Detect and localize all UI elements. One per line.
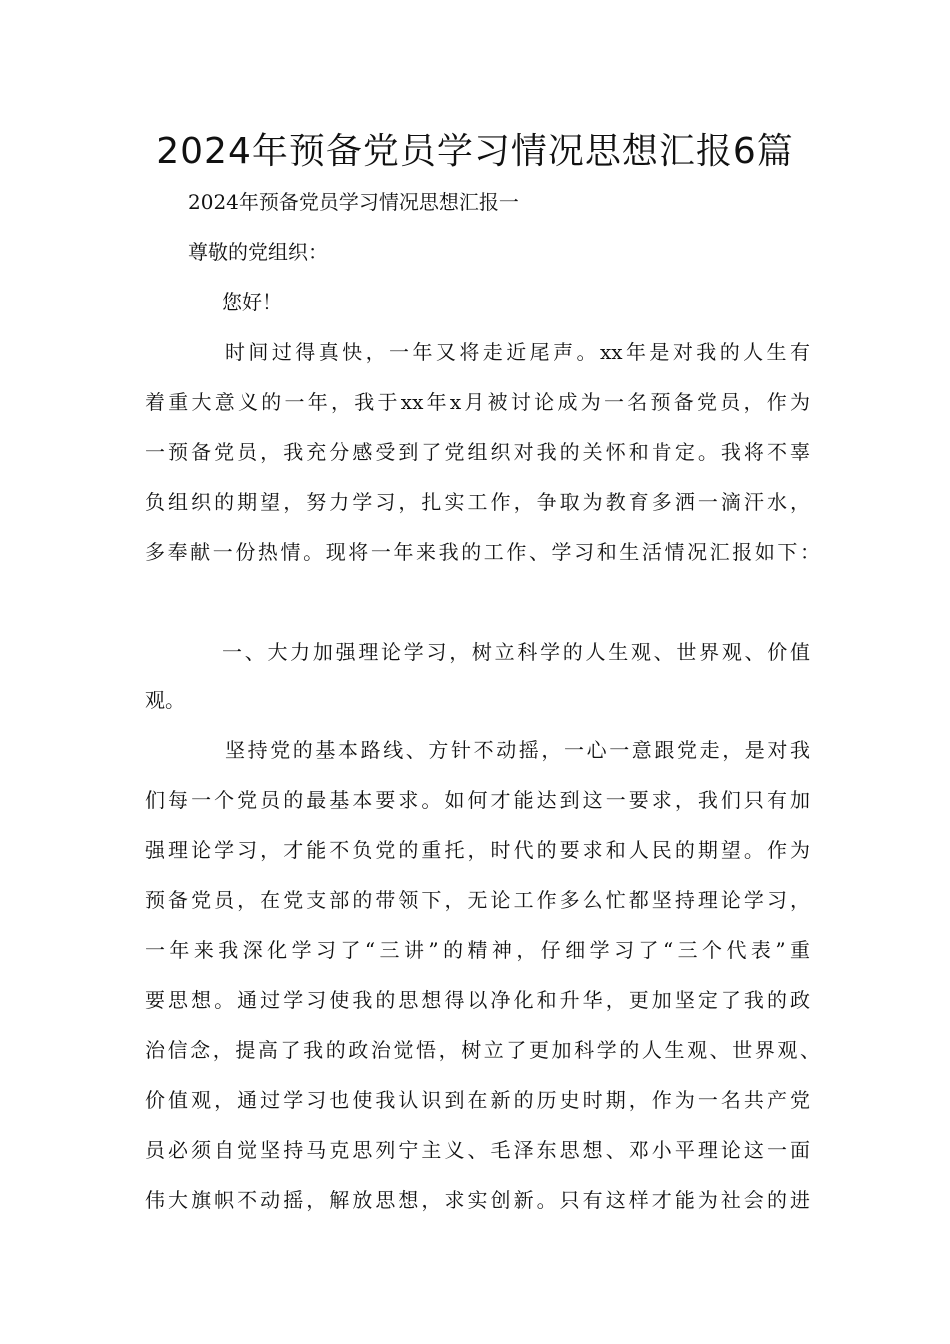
paragraph-1-line-4: 负组织的期望，努力学习，扎实工作，争取为教育多洒一滴汗水，: [145, 490, 810, 514]
greeting: 您好！: [222, 290, 282, 314]
paragraph-1-line-2: 着重大意义的一年，我于xx年x月被讨论成为一名预备党员，作为: [145, 390, 810, 414]
page-title: 2024年预备党员学习情况思想汇报6篇: [156, 131, 794, 172]
paragraph-1-line-1: 时间过得真快，一年又将走近尾声。xx年是对我的人生有: [225, 340, 810, 364]
paragraph-2-line-3: 强理论学习，才能不负党的重托，时代的要求和人民的期望。作为: [145, 838, 810, 862]
paragraph-2-line-7: 治信念，提高了我的政治觉悟，树立了更加科学的人生观、世界观、: [145, 1038, 820, 1062]
paragraph-2-line-1: 坚持党的基本路线、方针不动摇，一心一意跟党走，是对我: [225, 738, 810, 762]
paragraph-2-line-10: 伟大旗帜不动摇，解放思想，求实创新。只有这样才能为社会的进: [145, 1188, 810, 1212]
paragraph-2-line-5: 一年来我深化学习了“三讲”的精神，仔细学习了“三个代表”重: [145, 938, 810, 962]
section-1-heading-line-2: 观。: [145, 688, 185, 712]
paragraph-2-line-6: 要思想。通过学习使我的思想得以净化和升华，更加坚定了我的政: [145, 988, 810, 1012]
paragraph-2-line-9: 员必须自觉坚持马克思列宁主义、毛泽东思想、邓小平理论这一面: [145, 1138, 810, 1162]
paragraph-2-line-8: 价值观，通过学习也使我认识到在新的历史时期，作为一名共产党: [145, 1088, 810, 1112]
paragraph-1-line-3: 一预备党员，我充分感受到了党组织对我的关怀和肯定。我将不辜: [145, 440, 810, 464]
paragraph-2-line-2: 们每一个党员的最基本要求。如何才能达到这一要求，我们只有加: [145, 788, 810, 812]
paragraph-2-line-4: 预备党员，在党支部的带领下，无论工作多么忙都坚持理论学习，: [145, 888, 810, 912]
report-subtitle: 2024年预备党员学习情况思想汇报一: [188, 190, 519, 214]
salutation: 尊敬的党组织：: [188, 240, 328, 264]
section-1-heading-line-1: 一、大力加强理论学习，树立科学的人生观、世界观、价值: [222, 640, 810, 664]
paragraph-1-line-5: 多奉献一份热情。现将一年来我的工作、学习和生活情况汇报如下：: [145, 540, 820, 564]
